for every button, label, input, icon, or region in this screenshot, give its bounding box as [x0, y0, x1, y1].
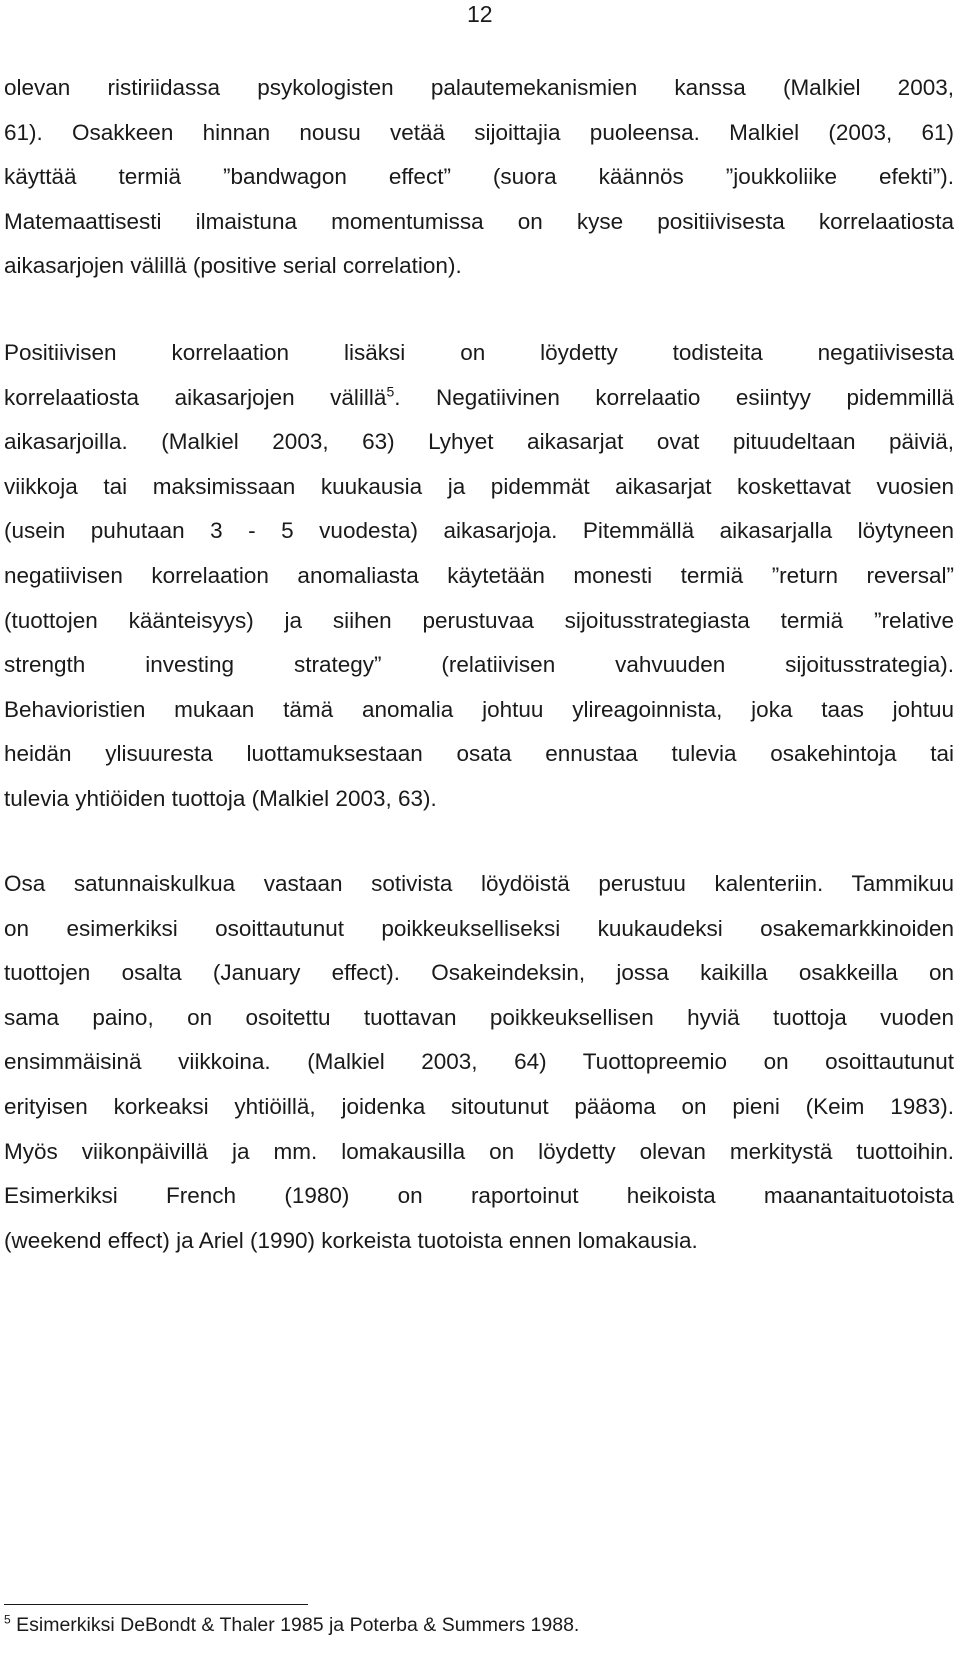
text-line-with-footnote [4, 376, 954, 421]
text-line: heidän ylisuuresta luottamuksestaan osata ennustaa tulevia osakehintoja tai [4, 741, 954, 767]
text-line: Esimerkiksi French (1980) on raportoinut heikoista maanantaituotoista [4, 1183, 954, 1209]
paragraph-negative-correlation [4, 331, 954, 822]
text-line: aikasarjojen välillä (positive serial correlation). [4, 253, 462, 279]
text-line: Osa satunnaiskulkua vastaan sotivista löydöistä perustuu kalenteriin. Tammikuu [4, 871, 954, 896]
text-line: strength investing strategy” (relatiivisen vahvuuden sijoitusstrategia). [4, 652, 954, 678]
paragraph-momentum [4, 66, 954, 289]
text-line: Behavioristien mukaan tämä anomalia johtuu ylireagoinnista, joka taas johtuu [4, 696, 954, 722]
text-line: sama paino, on osoitettu tuottavan poikkeuksellisen hyviä tuottoja vuoden [4, 1004, 954, 1030]
text-line: Matemaattisesti ilmaistuna momentumissa on kyse positiivisesta korrelaatiosta [4, 208, 954, 234]
footnote-marker: 5 [4, 1612, 11, 1627]
text-line: (weekend effect) ja Ariel (1990) korkeista tuotoista ennen lomakausia. [4, 1227, 698, 1253]
text-segment: . Negatiivinen korrelaatio esiintyy pidemmillä [394, 384, 954, 410]
text-line: Myös viikonpäivillä ja mm. lomakausilla on löydetty olevan merkitystä tuottoihin. [4, 1138, 954, 1164]
page-number: 12 [467, 1, 493, 27]
footnote-reference: 5 [386, 383, 395, 400]
text-line: negatiivisen korrelaation anomaliasta käytetään monesti termiä ”return reversal” [4, 562, 954, 588]
text-line: olevan ristiriidassa psykologisten palautemekanismien kanssa (Malkiel 2003, [4, 75, 954, 100]
text-line: käyttää termiä ”bandwagon effect” (suora käännös ”joukkoliike efekti”). [4, 164, 954, 190]
footnote-divider [4, 1604, 308, 1605]
text-line: on esimerkiksi osoittautunut poikkeukselliseksi kuukaudeksi osakemarkkinoiden [4, 915, 954, 941]
text-line: erityisen korkeaksi yhtiöillä, joidenka sitoutunut pääoma on pieni (Keim 1983). [4, 1093, 954, 1119]
text-line: Positiivisen korrelaation lisäksi on löydetty todisteita negatiivisesta [4, 340, 954, 365]
text-line: ensimmäisinä viikkoina. (Malkiel 2003, 64) Tuottopreemio on osoittautunut [4, 1049, 954, 1075]
text-line: tulevia yhtiöiden tuottoja (Malkiel 2003, 63). [4, 785, 437, 811]
text-line: aikasarjoilla. (Malkiel 2003, 63) Lyhyet aikasarjat ovat pituudeltaan päiviä, [4, 429, 954, 455]
footnote [4, 1611, 579, 1639]
paragraph-calendar-effects [4, 862, 954, 1263]
footnote-text: Esimerkiksi DeBondt & Thaler 1985 ja Poterba & Summers 1988. [16, 1614, 580, 1636]
text-segment: korrelaatiosta aikasarjojen välillä [4, 384, 387, 410]
text-line: (usein puhutaan 3 - 5 vuodesta) aikasarjoja. Pitemmällä aikasarjalla löytyneen [4, 518, 954, 544]
text-line: 61). Osakkeen hinnan nousu vetää sijoittajia puoleensa. Malkiel (2003, 61) [4, 119, 954, 145]
text-line: (tuottojen käänteisyys) ja siihen perustuvaa sijoitusstrategiasta termiä ”relative [4, 607, 954, 633]
text-line: viikkoja tai maksimissaan kuukausia ja pidemmät aikasarjat koskettavat vuosien [4, 473, 954, 499]
text-line: tuottojen osalta (January effect). Osakeindeksin, jossa kaikilla osakkeilla on [4, 960, 954, 986]
